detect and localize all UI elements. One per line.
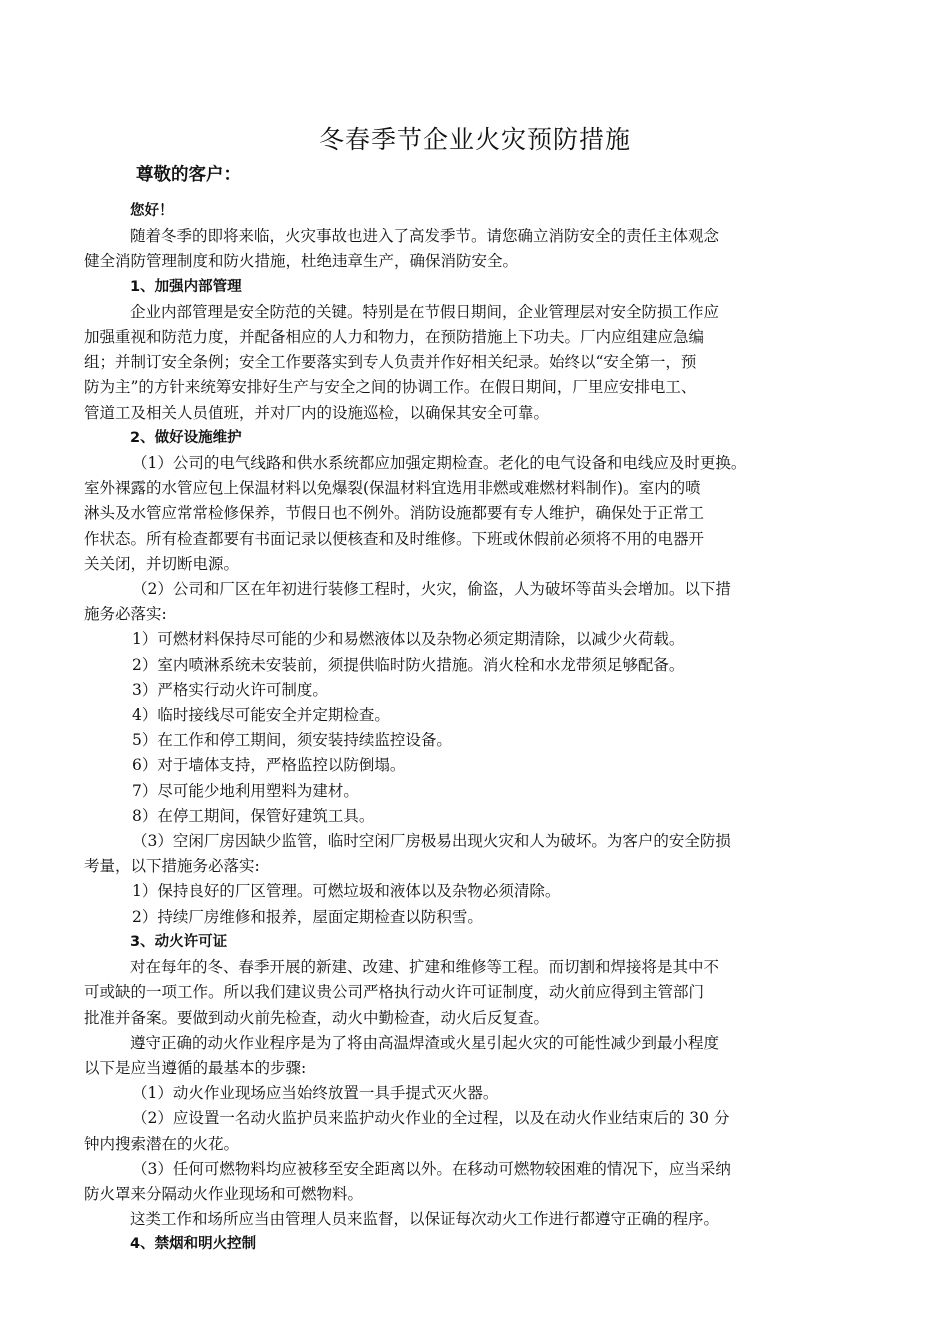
section-heading: 3、动火许可证 [130,933,228,950]
document-title: 冬春季节企业火灾预防措施 [318,125,631,154]
text-line: 随着冬季的即将来临，火灾事故也进入了高发季节。请您确立消防安全的责任主体观念 [130,227,720,246]
text-line: 关关闭，并切断电源。 [84,554,240,573]
text-line: （3）空闲厂房因缺少监管，临时空闲厂房极易出现火灾和人为破坏。为客户的安全防损 [132,832,731,851]
text-line: （1）公司的电气线路和供水系统都应加强定期检查。老化的电气设备和电线应及时更换。 [132,454,747,473]
text-line: 6）对于墙体支持，严格监控以防倒塌。 [132,756,406,775]
text-line: 考量，以下措施务必落实: [84,857,260,876]
text-line: 批准并备案。要做到动火前先检查，动火中勤检查，动火后反复查。 [84,1008,550,1027]
text-line: 可或缺的一项工作。所以我们建议贵公司严格执行动火许可证制度，动火前应得到主管部门 [84,983,705,1002]
text-line: 这类工作和场所应当由管理人员来监督，以保证每次动火工作进行都遵守正确的程序。 [130,1210,720,1229]
text-line: 健全消防管理制度和防火措施，杜绝违章生产，确保消防安全。 [84,252,519,271]
text-line: 3）严格实行动火许可制度。 [132,680,328,699]
text-line: 防火罩来分隔动火作业现场和可燃物料。 [84,1184,364,1203]
text-line: 施务必落实: [84,605,167,624]
text-line: 组；并制订安全条例；安全工作要落实到专人负责并作好相关纪录。始终以“安全第一，预 [84,353,697,372]
text-line: 室外裸露的水管应包上保温材料以免爆裂(保温材料宜选用非燃或难燃材料制作)。室内的喷 [84,479,701,498]
section-heading: 1、加强内部管理 [130,278,242,295]
text-line: 防为主”的方针来统筹安排好生产与安全之间的协调工作。在假日期间，厂里应安排电工、 [84,378,697,397]
greeting: 尊敬的客户： [136,165,241,185]
text-line: 2）持续厂房维修和报养，屋面定期检查以防积雪。 [132,907,483,926]
text-line: 加强重视和防范力度，并配备相应的人力和物力，在预防措施上下功夫。厂内应组建应急编 [84,328,705,347]
text-line: 1）保持良好的厂区管理。可燃垃圾和液体以及杂物必须清除。 [132,882,561,901]
text-line: 以下是应当遵循的最基本的步骤: [84,1058,307,1077]
text-line: （2）应设置一名动火监护员来监护动火作业的全过程，以及在动火作业结束后的 30 分 [132,1109,730,1128]
text-line: 遵守正确的动火作业程序是为了将由高温焊渣或火星引起火灾的可能性减少到最小程度 [130,1033,720,1052]
text-line: 7）尽可能少地利用塑料为建材。 [132,781,359,800]
text-line: 淋头及水管应常常检修保养，节假日也不例外。消防设施都要有专人维护，确保处于正常工 [84,504,705,523]
text-line: 2）室内喷淋系统未安装前，须提供临时防火措施。消火栓和水龙带须足够配备。 [132,655,685,674]
section-heading: 您好！ [130,203,174,219]
text-line: 1）可燃材料保持尽可能的少和易燃液体以及杂物必须定期清除，以减少火荷载。 [132,630,685,649]
text-line: （3）任何可燃物料均应被移至安全距离以外。在移动可燃物较困难的情况下，应当采纳 [132,1159,731,1178]
text-line: 4）临时接线尽可能安全并定期检查。 [132,706,390,725]
text-line: （1）动火作业现场应当始终放置一具手提式灭火器。 [132,1084,499,1103]
text-line: 钟内搜索潜在的火花。 [84,1134,240,1153]
text-line: 5）在工作和停工期间，须安装持续监控设备。 [132,731,452,750]
section-heading: 2、做好设施维护 [130,429,242,446]
text-line: （2）公司和厂区在年初进行装修工程时，火灾，偷盗，人为破坏等苗头会增加。以下措 [132,580,731,599]
section-heading: 4、禁烟和明火控制 [130,1236,257,1253]
text-line: 对在每年的冬、春季开展的新建、改建、扩建和维修等工程。而切割和焊接将是其中不 [130,958,720,977]
text-line: 作状态。所有检查都要有书面记录以便核查和及时维修。下班或休假前必须将不用的电器开 [84,529,705,548]
document-body [84,199,874,1258]
text-line: 管道工及相关人员值班，并对厂内的设施巡检，以确保其安全可靠。 [84,403,550,422]
text-line: 8）在停工期间，保管好建筑工具。 [132,806,375,825]
text-line: 企业内部管理是安全防范的关键。特别是在节假日期间，企业管理层对安全防损工作应 [130,302,720,321]
